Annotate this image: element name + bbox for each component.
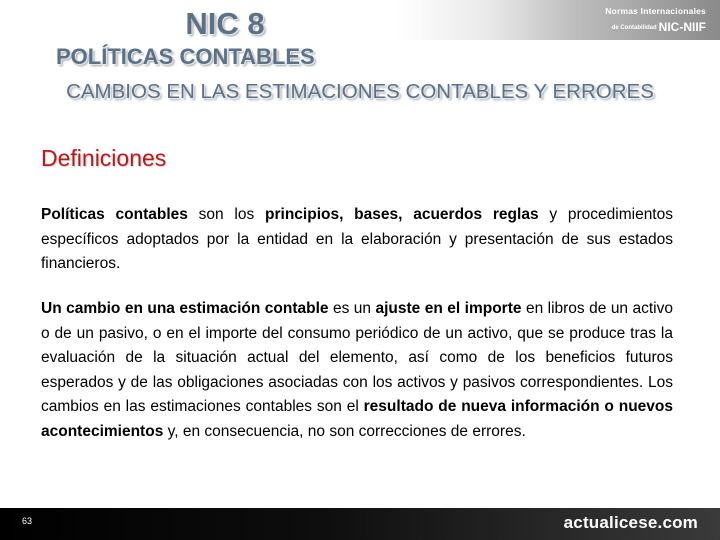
logo-line2	[612, 19, 706, 35]
logo-line2-big: NIC-NIIF	[658, 20, 706, 34]
logo-line2-small: de Contabilidad	[611, 25, 657, 31]
footer-bar	[0, 508, 720, 540]
term-politicas-contables: Políticas contables	[41, 206, 188, 223]
term-principios: principios, bases, acuerdos reglas	[265, 206, 539, 223]
term-cambio-estimacion: Un cambio en una estimación contable	[41, 300, 329, 317]
nic-niif-logo	[560, 2, 710, 38]
slide-title: NIC 8	[185, 6, 265, 41]
page-number: 63	[22, 516, 33, 526]
text-span: son los	[187, 206, 266, 223]
slide-topic: CAMBIOS EN LAS ESTIMACIONES CONTABLES Y ERRORES	[66, 80, 654, 103]
term-ajuste-importe: ajuste en el importe	[375, 300, 522, 317]
section-heading: Definiciones	[41, 145, 167, 171]
term-resultado-informacion: resultado de nueva información o nuevos acontecimientos	[41, 398, 674, 440]
text-span: y, en consecuencia, no son correcciones de errores.	[163, 422, 526, 440]
definition-paragraph-politicas	[41, 203, 673, 277]
text-span: es un	[328, 300, 376, 317]
text-span: y procedimientos específicos adoptados por la entidad en la elaboración y presentación de sus estados financieros.	[41, 206, 673, 272]
slide-subtitle: POLÍTICAS CONTABLES	[56, 44, 315, 69]
logo-line1: Normas Internacionales	[605, 6, 706, 16]
text-span: en libros de un activo o de un pasivo, o en el importe del consumo periódico de un activo, que se produce tras la evaluación de la situación actual del elemento, así como de los beneficios futuros esperados y de las obligaciones asociadas con los activos y pasivos correspondientes. Los cambios en las estimaciones contables son el	[41, 300, 673, 415]
definition-paragraph-cambio-estimacion	[41, 297, 673, 444]
footer-brand-logo: actualicese.com	[563, 513, 698, 532]
